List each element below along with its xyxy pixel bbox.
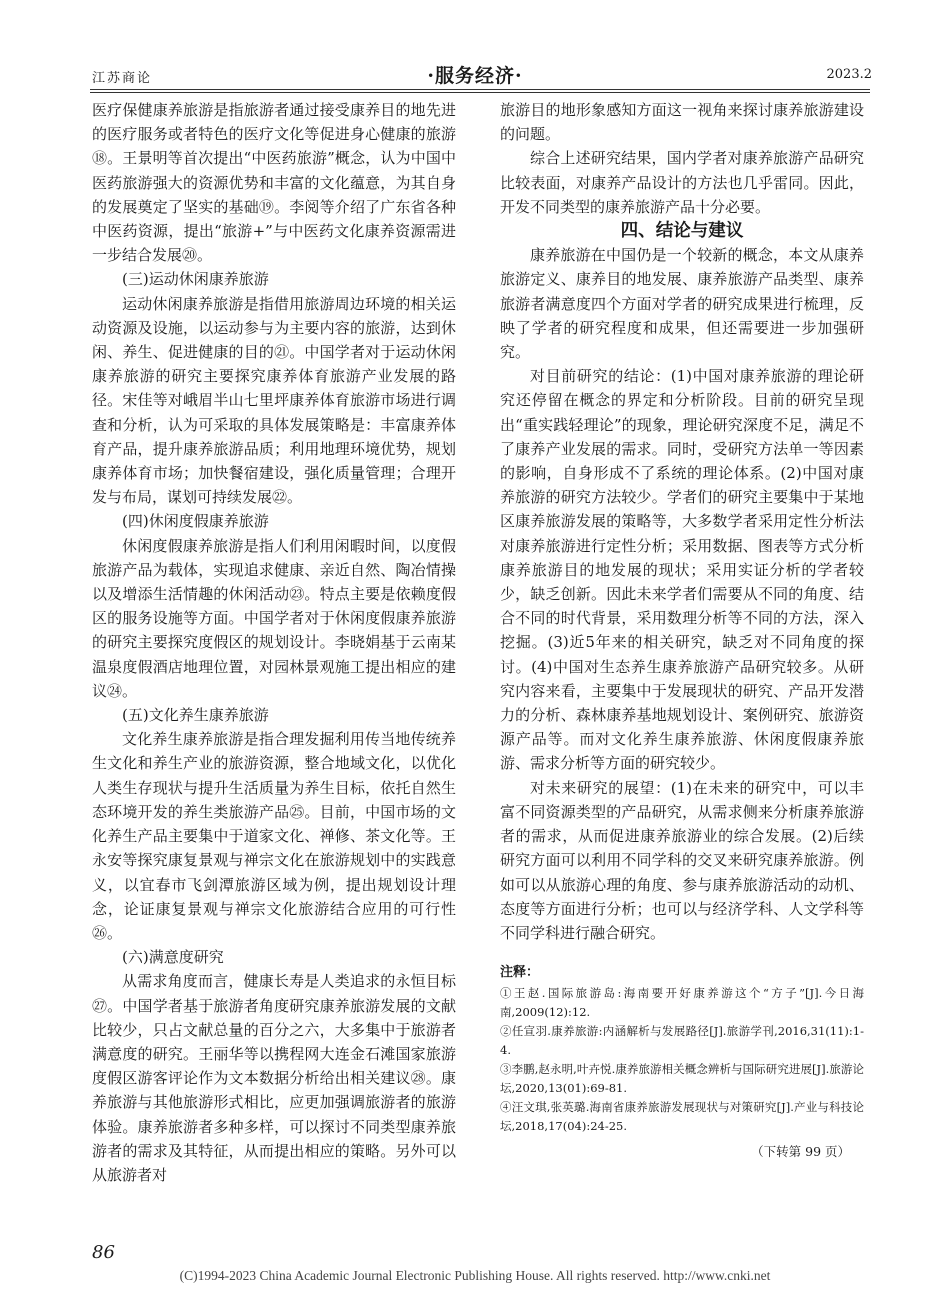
continued-notice: （下转第 99 页） <box>751 1144 850 1160</box>
note-item: ④汪文琪,张英璐.海南省康养旅游发展现状与对策研究[J].产业与科技论坛,2018,17(04):24-25. <box>500 1100 864 1134</box>
notes-section <box>500 963 864 1161</box>
paragraph: 运动休闲康养旅游是指借用旅游周边环境的相关运动资源及设施，以运动参与为主要内容的旅游，达到休闲、养生、促进健康的目的㉑。中国学者对于运动休闲康养旅游的研究主要探究康养体育旅游产业发展的路径。宋佳等对峨眉半山七里坪康养体育旅游市场进行调查和分析，认为可采取的具体发展策略是：丰富康养体育产品，提升康养旅游品质；利用地理环境优势，规划康养体育市场；加快餐宿建设，强化质量管理；合理开发与布局，谋划可持续发展㉒。 <box>92 294 456 507</box>
subsection-heading: (四)休闲度假康养旅游 <box>122 512 269 531</box>
copyright-line: (C)1994-2023 China Academic Journal Electronic Publishing House. All rights reserved. http://www.cnki.net <box>179 1268 771 1283</box>
header-rule <box>90 89 870 93</box>
paragraph: 对未来研究的展望：(1)在未来的研究中，可以丰富不同资源类型的产品研究，从需求侧来分析康养旅游者的需求，从而促进康养旅游业的综合发展。(2)后续研究方面可以利用不同学科的交叉来研究康养旅游。例如可以从旅游心理的角度、参与康养旅游活动的动机、态度等方面进行分析；也可以与经济学科、人文学科等不同学科进行融合研究。 <box>500 778 864 942</box>
paragraph: 综合上述研究结果，国内学者对康养旅游产品研究比较表面，对康养产品设计的方法也几乎雷同。因此，开发不同类型的康养旅游产品十分必要。 <box>500 149 864 216</box>
paragraph: 旅游目的地形象感知方面这一视角来探讨康养旅游建设的问题。 <box>500 101 864 144</box>
right-column-body <box>500 98 864 945</box>
left-column <box>92 98 456 1187</box>
paragraph: 从需求角度而言，健康长寿是人类追求的永恒目标㉗。中国学者基于旅游者角度研究康养旅游发展的文献比较少，只占文献总量的百分之六，大多集中于旅游者满意度的研究。王丽华等以携程网大连金石滩国家旅游度假区游客评论作为文本数据分析给出相关建议㉘。康养旅游与其他旅游形式相比，应更加强调旅游者的旅游体验。康养旅游者多种多样，可以探讨不同类型康养旅游者的需求及其特征，从而提出相应的策略。另外可以从旅游者对 <box>92 972 456 1184</box>
note-item: ③李鹏,赵永明,叶卉悦.康养旅游相关概念辨析与国际研究进展[J].旅游论坛,2020,13(01):69-81. <box>500 1062 864 1096</box>
note-item: ①王赵.国际旅游岛:海南要开好康养游这个“方子”[J].今日海南,2009(12):12. <box>500 986 864 1020</box>
paragraph: 对目前研究的结论：(1)中国对康养旅游的理论研究还停留在概念的界定和分析阶段。目前的研究呈现出“重实践轻理论”的现象，理论研究深度不足，满足不了康养产业发展的需求。同时，受研究方法单一等因素的影响，自身形成不了系统的理论体系。(2)中国对康养旅游的研究方法较少。学者们的研究主要集中于某地区康养旅游发展的策略等，大多数学者采用定性分析法对康养旅游进行定性分析；采用数据、图表等方式分析康养旅游目的地发展的现状；采用实证分析的学者较少，缺乏创新。因此未来学者们需要从不同的角度、结合不同的时代背景，采用数理分析等不同的方法，深入挖掘。(3)近5年来的相关研究，缺乏对不同角度的探讨。(4)中国对生态养生康养旅游产品研究较多。从研究内容来看，主要集中于发展现状的研究、产品开发潜力的分析、森林康养基地规划设计、案例研究、旅游资源产品等。而对文化养生康养旅游、休闲度假康养旅游、需求分析等方面的研究较少。 <box>500 367 864 773</box>
note-item: ②任宣羽.康养旅游:内涵解析与发展路径[J].旅游学刊,2016,31(11):1-4. <box>500 1024 864 1058</box>
subsection-heading: (三)运动休闲康养旅游 <box>122 270 269 289</box>
section-title: ·服务经济· <box>427 65 523 87</box>
paragraph: 医疗保健康养旅游是指旅游者通过接受康养目的地先进的医疗服务或者特色的医疗文化等促进身心健康的旅游⑱。王景明等首次提出“中医药旅游”概念，认为中国中医药旅游强大的资源优势和丰富的文化蕴意，为其自身的发展奠定了坚实的基础⑲。李阅等介绍了广东省各种中医药资源，提出“旅游+”与中医药文化康养资源需进一步结合发展⑳。 <box>92 101 456 265</box>
subsection-heading: (五)文化养生康养旅游 <box>122 706 269 725</box>
section-heading: 四、结论与建议 <box>620 221 744 242</box>
notes-title: 注释： <box>500 965 540 981</box>
subsection-heading: (六)满意度研究 <box>122 948 224 967</box>
paragraph: 康养旅游在中国仍是一个较新的概念，本文从康养旅游定义、康养目的地发展、康养旅游产品类型、康养旅游者满意度四个方面对学者的研究成果进行梳理，反映了学者的研究程度和成果，但还需要进一步加强研究。 <box>500 246 864 362</box>
paragraph: 休闲度假康养旅游是指人们利用闲暇时间，以度假旅游产品为载体，实现追求健康、亲近自然、陶冶情操以及增添生活情趣的休闲活动㉓。特点主要是依赖度假区的服务设施等方面。中国学者对于休闲度假康养旅游的研究主要探究度假区的规划设计。李晓娟基于云南某温泉度假酒店地理位置，对园林景观施工提出相应的建议㉔。 <box>92 536 456 700</box>
page-number: 86 <box>92 1242 115 1263</box>
right-column <box>500 98 864 1161</box>
journal-name: 江苏商论 <box>92 71 153 86</box>
paragraph: 文化养生康养旅游是指合理发掘利用传当地传统养生文化和养生产业的旅游资源，整合地域文化，以优化人类生存现状与提升生活质量为养生目标，依托自然生态环境开发的养生类旅游产品㉕。目前，中国市场的文化养生产品主要集中于道家文化、禅修、茶文化等。王永安等探究康复景观与禅宗文化在旅游规划中的实践意义，以宜春市飞剑潭旅游区域为例，提出规划设计理念，论证康复景观与禅宗文化旅游结合应用的可行性㉖。 <box>92 730 456 942</box>
issue-date: 2023.2 <box>826 67 872 82</box>
